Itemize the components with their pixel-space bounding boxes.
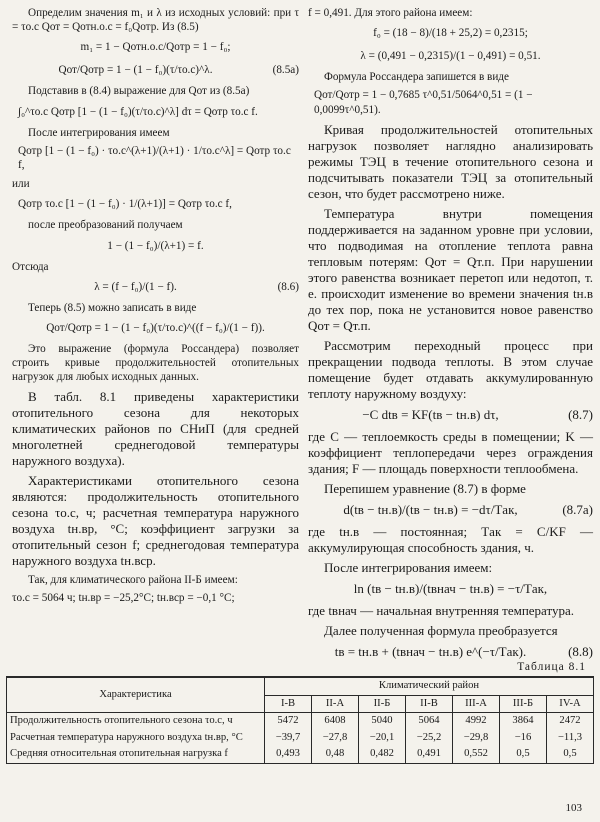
equation-rossander-specific-expr: Qот/Qотр = 1 − 0,7685 τ^0,51/5064^0,51 = (1 − 0,0099τ^0,51).	[314, 89, 533, 116]
paragraph-rossander-form: Формула Россандера запишется в виде	[324, 71, 509, 84]
table-cell: −27,8	[312, 730, 359, 747]
paragraph-rewrite: Теперь (8.5) можно записать в виде	[28, 301, 197, 314]
equation-8-5a	[12, 61, 299, 79]
table-row	[7, 730, 594, 747]
equation-8-5a-number: (8.5а)	[272, 64, 299, 77]
equation-8-8-number: (8.8)	[568, 643, 593, 659]
paragraph-transient-process: Рассмотрим переходный процесс при прекращении подвода теплоты. В этом случае помещение будет отдавать аккумулированную теплоту наружному воздуху:	[308, 337, 593, 401]
row-label: Средняя относительная отопительная нагрузка f	[7, 746, 265, 763]
equation-m1-expr: m₁ = 1 − Qотн.о.с/Qотр = 1 − f₀;	[80, 41, 231, 54]
equation-ln	[308, 580, 593, 598]
equation-8-6	[12, 278, 299, 296]
equation-or	[12, 195, 299, 213]
table-header-row	[7, 677, 594, 695]
table-cell: 0,552	[453, 746, 500, 763]
paragraph-duration-curve: Кривая продолжительностей отопительных нагрузок позволяет наглядно анализировать режимы ТЭЦ в течение отопительного сезона и подсчитывать показатели ТЭЦ за отопительный сезон, что будет рассмотрено ниже.	[308, 121, 593, 201]
equation-8-5a-expr: Qот/Qотр = 1 − (1 − f₀)(τ/τо.с)^λ.	[58, 64, 213, 77]
equation-f0	[308, 24, 593, 42]
region-header: IV-А	[547, 695, 594, 713]
paragraph-rossander-formula: Это выражение (формула Россандера) позволяет строить кривые продолжительностей отопительных нагрузок для любых исходных данных.	[12, 343, 299, 384]
equation-lambda	[308, 47, 593, 65]
equation-or-expr: Qотр τо.с [1 − (1 − f₀) · 1/(λ+1)] = Qотр τо.с f,	[18, 198, 232, 211]
equation-8-6-expr: λ = (f − f₀)/(1 − f).	[94, 280, 177, 293]
table-cell: 5040	[359, 713, 406, 730]
climate-table	[6, 676, 594, 764]
header-characteristic: Характеристика	[7, 677, 265, 713]
table-cell: −11,3	[547, 730, 594, 747]
paragraph-or: или	[12, 178, 30, 191]
paragraph-where-tnv: где tн.в — постоянная; Tак = C/KF — аккумулирующая способность здания, ч.	[308, 523, 593, 555]
paragraph-where-c: где C — теплоемкость среды в помещении; K — коэффициент теплопередачи через ограждения здания; F — площадь поверхности теплообмена.	[308, 428, 593, 476]
equation-8-7a	[308, 501, 593, 519]
equation-after-transform	[12, 237, 299, 255]
equation-8-7a-expr: d(tв − tн.в)/(tв − tн.в) = −dτ/Tак,	[343, 501, 518, 517]
paragraph-region-f: f = 0,491. Для этого района имеем:	[308, 7, 473, 19]
equation-after-transform-expr: 1 − (1 − f₀)/(λ+1) = f.	[107, 239, 204, 252]
table-title: Таблица 8.1	[517, 661, 586, 673]
header-climatic-region: Климатический район	[265, 677, 594, 695]
table-cell: −39,7	[265, 730, 312, 747]
paragraph-hence: Отсюда	[12, 260, 49, 273]
table-cell: 6408	[312, 713, 359, 730]
equation-rossander-general	[12, 319, 299, 337]
paragraph-rewrite-8-7: Перепишем уравнение (8.7) в форме	[324, 480, 526, 496]
table-cell: −20,1	[359, 730, 406, 747]
table-cell: −16	[500, 730, 547, 747]
region-header: III-Б	[500, 695, 547, 713]
paragraph-after-integration-2: После интегрирования имеем:	[324, 559, 493, 575]
table-cell: 0,493	[265, 746, 312, 763]
region-header: II-Б	[359, 695, 406, 713]
paragraph-after-integration: После интегрирования имеем	[28, 126, 170, 139]
paragraph-after-transform: после преобразований получаем	[28, 219, 183, 232]
table-cell: 5472	[265, 713, 312, 730]
region-header: II-А	[312, 695, 359, 713]
region-header: II-В	[406, 695, 453, 713]
paragraph-region-example: Так, для климатического района II-Б имеем:	[28, 573, 238, 586]
table-cell: 4992	[453, 713, 500, 730]
equation-lambda-expr: λ = (0,491 − 0,2315)/(1 − 0,491) = 0,51.	[360, 50, 541, 63]
paragraph-formula-transform: Далее полученная формула преобразуется	[324, 622, 558, 638]
table-cell: 5064	[406, 713, 453, 730]
equation-8-7a-number: (8.7а)	[562, 501, 593, 517]
equation-8-8	[308, 643, 593, 661]
table-row	[7, 713, 594, 730]
paragraph-initial-temperature: где tвнач — начальная внутренняя температура.	[308, 602, 575, 618]
table-cell: 0,482	[359, 746, 406, 763]
paragraph-region-values: τо.с = 5064 ч; tн.вр = −25,2°С; tн.вср = −0,1 °С;	[12, 591, 235, 604]
equation-8-7-expr: −C dtв = KF(tв − tн.в) dτ,	[362, 406, 499, 422]
table-cell: −25,2	[406, 730, 453, 747]
equation-m1	[12, 38, 299, 56]
region-header: I-В	[265, 695, 312, 713]
equation-8-7	[308, 406, 593, 424]
equation-rossander-general-expr: Qот/Qотр = 1 − (1 − f₀)(τ/τо.с)^((f − f₀)/(1 − f)).	[46, 321, 265, 334]
paragraph-table-reference: В табл. 8.1 приведены характеристики отопительного сезона для некоторых климатических районов по СНиП (для средней многолетней среднегодовой температуры наружного воздуха).	[12, 388, 299, 468]
equation-integrated-expr: Qотр [1 − (1 − f₀) · τо.с^(λ+1)/(λ+1) · 1/τо.с^λ] = Qотр τо.с f,	[18, 144, 291, 172]
right-column	[308, 6, 593, 666]
equation-f0-expr: f₀ = (18 − 8)/(18 + 25,2) = 0,2315;	[373, 27, 528, 40]
equation-integral-expr: ∫₀^τо.с Qотр [1 − (1 − f₀)(τ/τо.с)^λ] dτ = Qотр τо.с f.	[18, 105, 258, 118]
equation-integrated	[12, 144, 299, 172]
table-cell: 0,48	[312, 746, 359, 763]
table-cell: −29,8	[453, 730, 500, 747]
paragraph-indoor-temperature: Температура внутри помещения поддерживается на заданном уровне при условии, что подводимая на отопление теплота равна тепловым потерям: Qот = Qт.п. При нарушении этого равенства возникает перетоп или недотоп, т. е. происходит изменение во времени значения tн.в до тех пор, пока не установится новое равенство Qот = Qт.п.	[308, 205, 593, 333]
row-label: Продолжительность отопительного сезона τо.с, ч	[7, 713, 265, 730]
page-number: 103	[565, 802, 582, 814]
table-cell: 0,5	[500, 746, 547, 763]
equation-rossander-specific	[308, 88, 593, 116]
paragraph-substitute: Подставив в (8.4) выражение для Qот из (8.5а)	[28, 85, 250, 98]
table-cell: 3864	[500, 713, 547, 730]
equation-8-6-number: (8.6)	[277, 280, 299, 293]
table-row	[7, 746, 594, 763]
table-cell: 0,491	[406, 746, 453, 763]
left-column	[12, 6, 299, 609]
paragraph-initial-conditions: Определим значения m₁ и λ из исходных условий: при τ = τо.с Qот = Qотн.о.с = f₀Qотр. Из (8.5)	[12, 7, 299, 34]
table-cell: 0,5	[547, 746, 594, 763]
table-cell: 2472	[547, 713, 594, 730]
equation-8-7-number: (8.7)	[568, 406, 593, 422]
paragraph-season-characteristics: Характеристиками отопительного сезона являются: продолжительность отопительного сезона τо.с, ч; расчетная температура наружного воздуха tн.вр, °С; коэффициент загрузки за отопительный сезон f; среднегодовая температура наружного воздуха tн.вср.	[12, 472, 299, 568]
equation-8-8-expr: tв = tн.в + (tвнач − tн.в) e^(−τ/Tак).	[334, 643, 527, 659]
equation-ln-expr: ln (tв − tн.в)/(tвнач − tн.в) = −τ/Tак,	[353, 580, 548, 596]
region-header: III-А	[453, 695, 500, 713]
equation-integral	[12, 103, 299, 121]
row-label: Расчетная температура наружного воздуха tн.вр, °С	[7, 730, 265, 747]
